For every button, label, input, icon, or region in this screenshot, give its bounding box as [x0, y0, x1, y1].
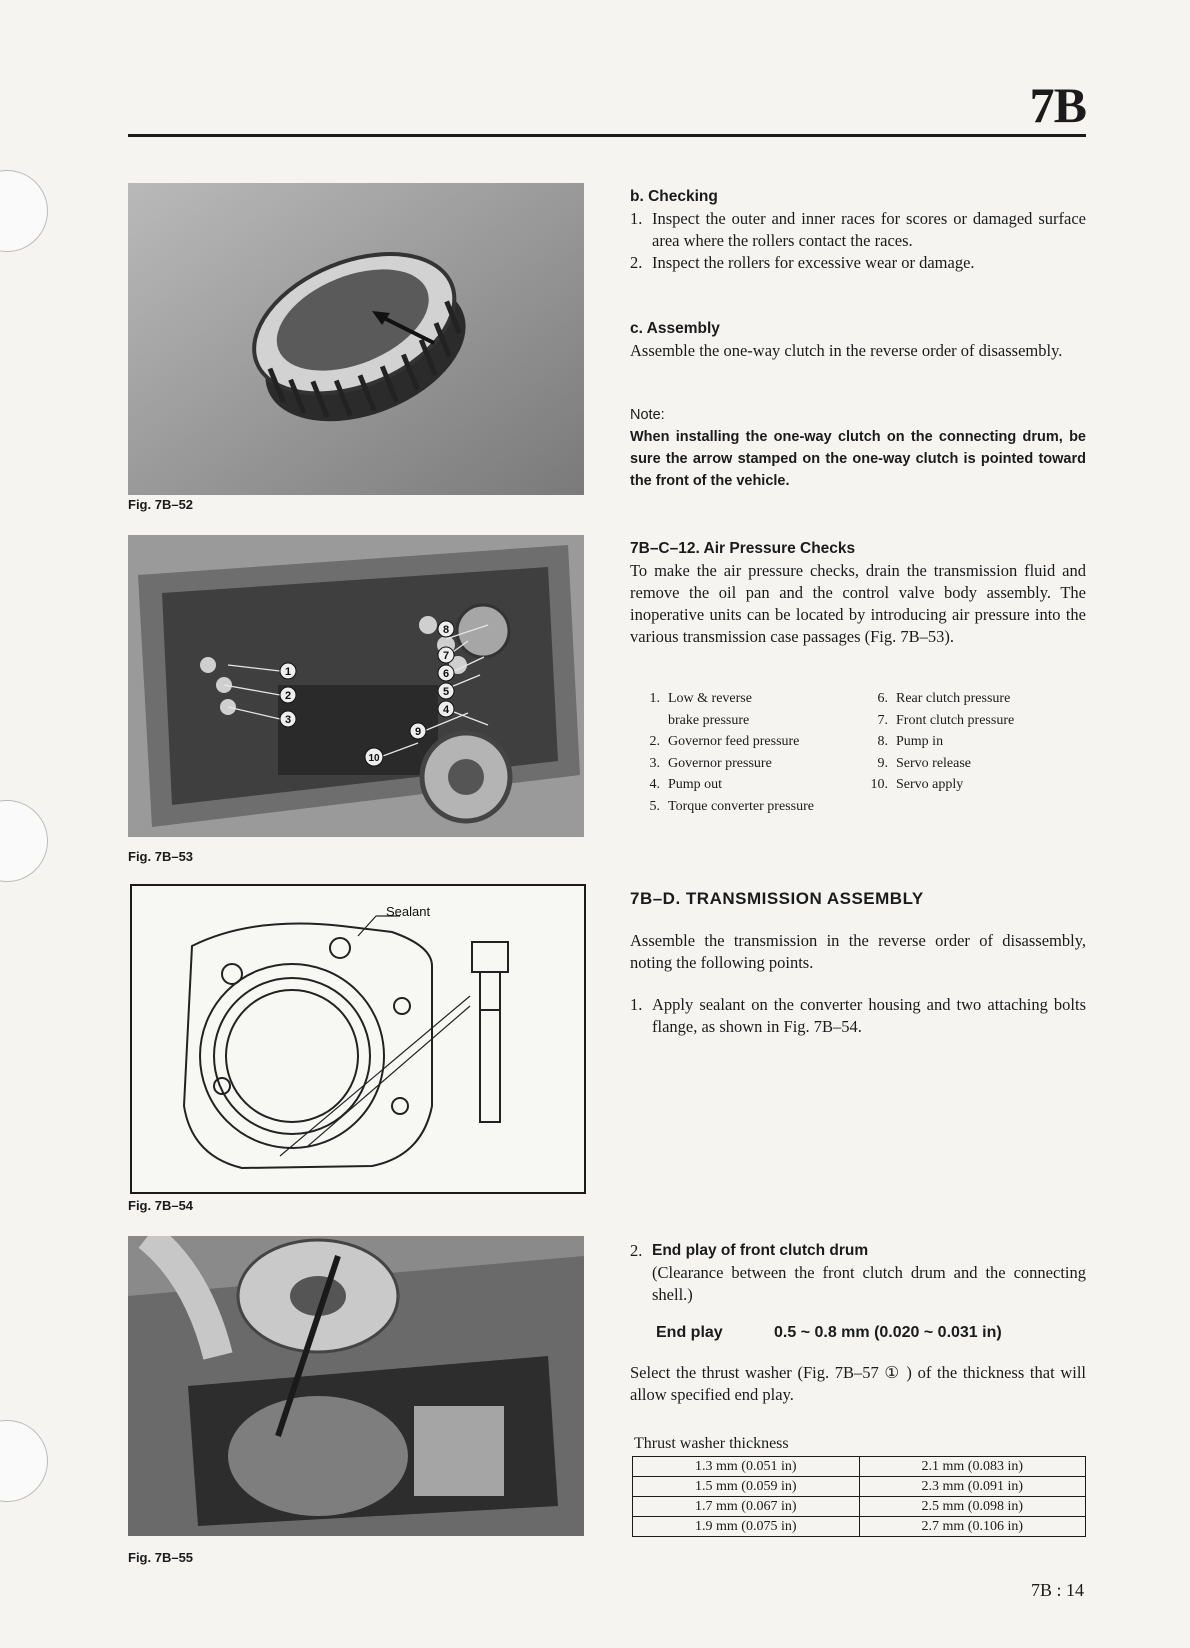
- end-play-spec: [656, 1322, 1086, 1344]
- air-pressure-section: [630, 538, 1086, 648]
- legend-left: [634, 688, 854, 817]
- callout-1: 1: [284, 666, 292, 678]
- table-row: [633, 1517, 1086, 1537]
- note-heading: Note:: [630, 407, 665, 423]
- fig-54-label: Fig. 7B–54: [128, 1198, 194, 1213]
- table-cell: 2.7 mm (0.106 in): [859, 1517, 1086, 1537]
- table-row: [633, 1497, 1086, 1517]
- transmission-assembly-section: [630, 888, 1086, 1038]
- assembly-c-section: [630, 318, 1086, 362]
- fig-52-label: Fig. 7B–52: [128, 497, 194, 512]
- end-play-sub: (Clearance between the front clutch drum and the connecting shell.): [652, 1263, 1086, 1304]
- fig-53-photo: [128, 535, 584, 837]
- thrust-washer-table: [632, 1456, 1086, 1537]
- end-play-step: 2. End play of front clutch drum (Clearance between the front clutch drum and the connecting shell.): [630, 1241, 1086, 1304]
- table-cell: 2.5 mm (0.098 in): [859, 1497, 1086, 1517]
- roller-bearing-image: [128, 183, 584, 495]
- converter-housing-drawing: [132, 886, 584, 1192]
- transmission-case-image: [128, 535, 584, 837]
- air-pressure-heading: 7B–C–12. Air Pressure Checks: [630, 540, 856, 557]
- table-cell: 1.7 mm (0.067 in): [633, 1497, 860, 1517]
- legend-item: 9. Servo release: [877, 755, 972, 771]
- legend-item: 3. Governor pressure: [649, 755, 772, 771]
- legend-item: 5. Torque converter pressure: [649, 798, 814, 814]
- fig-52-photo: [128, 183, 584, 495]
- legend-item: 1. Low & reverse: [649, 691, 752, 706]
- fig-54-drawing: [130, 884, 586, 1194]
- table-title: Thrust washer thickness: [634, 1435, 789, 1452]
- table-cell: 2.3 mm (0.091 in): [859, 1477, 1086, 1497]
- end-play-spec-value: 0.5 ~ 0.8 mm (0.020 ~ 0.031 in): [774, 1324, 1002, 1341]
- callout-7: 7: [442, 650, 450, 662]
- checking-section: [630, 186, 1086, 274]
- legend-item: brake pressure: [668, 712, 750, 728]
- section-mark: 7B: [1029, 77, 1086, 133]
- table-cell: 1.9 mm (0.075 in): [633, 1517, 860, 1537]
- table-row: [633, 1457, 1086, 1477]
- binder-hole-bottom: [0, 1420, 48, 1502]
- end-play-spec-label: End play: [656, 1324, 723, 1341]
- legend-item: 8. Pump in: [877, 734, 944, 749]
- transmission-assembly-heading: 7B–D. TRANSMISSION ASSEMBLY: [630, 889, 924, 908]
- legend-item: 2. Governor feed pressure: [649, 734, 800, 749]
- air-pressure-text: To make the air pressure checks, drain the transmission fluid and remove the oil pan and the control valve body assembly. The inoperative units can be located by introducing air pressure into the various transmission case passages (Fig. 7B–53).: [630, 561, 1086, 646]
- callout-4: 4: [442, 704, 450, 716]
- sealant-label: Sealant: [386, 904, 431, 919]
- legend-item: 6. Rear clutch pressure: [877, 691, 1011, 706]
- callout-10: 10: [368, 753, 380, 764]
- callout-9: 9: [414, 726, 422, 738]
- callout-2: 2: [284, 690, 292, 702]
- transmission-assembly-intro: Assemble the transmission in the reverse order of disassembly, noting the following points.: [630, 931, 1086, 972]
- callout-5: 5: [442, 686, 450, 698]
- assembly-c-heading: c. Assembly: [630, 320, 720, 337]
- callout-8: 8: [442, 624, 450, 636]
- table-cell: 1.3 mm (0.051 in): [633, 1457, 860, 1477]
- end-play-select-text: Select the thrust washer (Fig. 7B–57 ① ) of the thickness that will allow specified end play.: [630, 1363, 1086, 1404]
- callout-6: 6: [442, 668, 450, 680]
- end-play-section: [630, 1240, 1086, 1406]
- table-cell: 2.1 mm (0.083 in): [859, 1457, 1086, 1477]
- note-section: [630, 404, 1086, 492]
- note-text: When installing the one-way clutch on the connecting drum, be sure the arrow stamped on the one-way clutch is pointed toward the front of the vehicle.: [630, 429, 1086, 489]
- fig-55-label: Fig. 7B–55: [128, 1550, 194, 1565]
- callout-3: 3: [284, 714, 292, 726]
- checking-item-2: 2. Inspect the rollers for excessive wear or damage.: [630, 253, 975, 272]
- fig-55-photo: [128, 1236, 584, 1536]
- end-play-heading: End play of front clutch drum: [652, 1242, 869, 1259]
- legend-item: 4. Pump out: [649, 777, 723, 792]
- table-cell: 1.5 mm (0.059 in): [633, 1477, 860, 1497]
- page-number: 7B : 14: [1031, 1580, 1085, 1600]
- fig-53-label: Fig. 7B–53: [128, 849, 194, 864]
- assembly-c-text: Assemble the one-way clutch in the reverse order of disassembly.: [630, 341, 1063, 360]
- legend-item: 10. Servo apply: [870, 777, 964, 792]
- end-play-measurement-image: [128, 1236, 584, 1536]
- header-rule: [128, 134, 1086, 137]
- checking-heading: b. Checking: [630, 188, 718, 205]
- legend-item: 7. Front clutch pressure: [877, 712, 1015, 728]
- table-row: [633, 1477, 1086, 1497]
- assembly-step-1: 1. Apply sealant on the converter housing and two attaching bolts flange, as shown in Fig. 7B–54.: [630, 995, 1086, 1036]
- binder-hole-top: [0, 170, 48, 252]
- legend-right: [862, 688, 1078, 796]
- binder-hole-middle: [0, 800, 48, 882]
- checking-item-1: 1. Inspect the outer and inner races for scores or damaged surface area where the rollers contact the races.: [630, 209, 1086, 250]
